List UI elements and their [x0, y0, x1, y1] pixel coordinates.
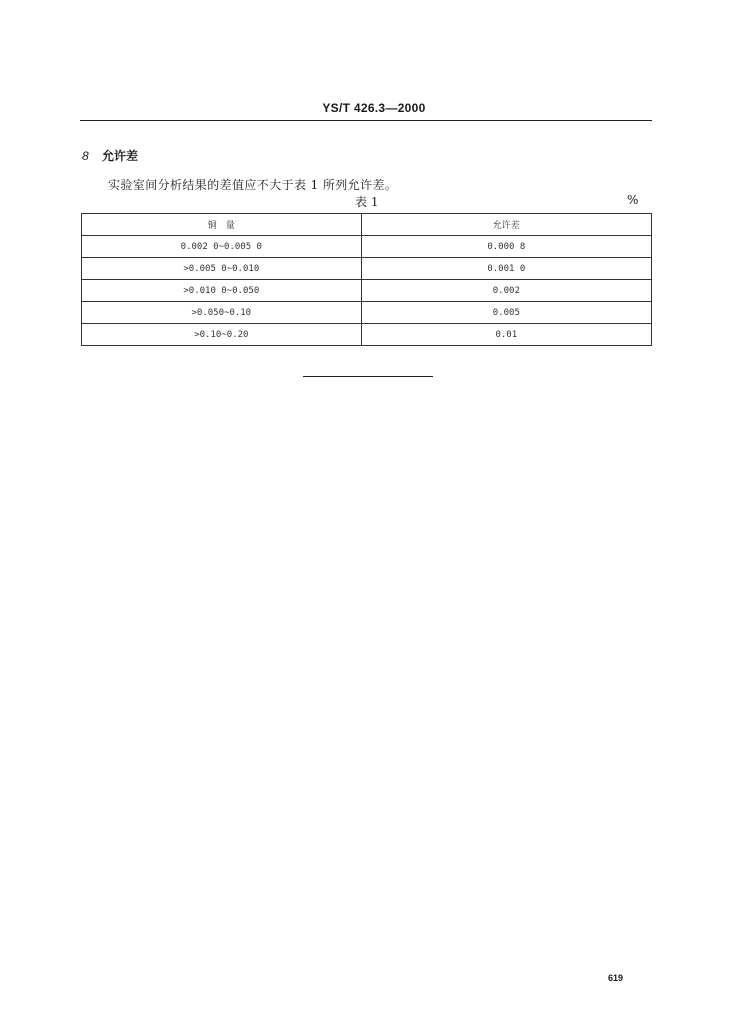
tolerance-cell: 0.002 [361, 280, 651, 302]
table-row [82, 324, 652, 346]
tolerance-cell: 0.01 [361, 324, 651, 346]
tolerance-cell: 0.001 0 [361, 258, 651, 280]
table-row [82, 236, 652, 258]
table-header-row [82, 214, 652, 236]
copper-content-cell: 0.002 0~0.005 0 [82, 236, 362, 258]
copper-content-cell: >0.10~0.20 [82, 324, 362, 346]
end-of-document-rule [303, 376, 433, 377]
tolerance-cell: 0.000 8 [361, 236, 651, 258]
section-number: 8 [82, 149, 89, 163]
table-unit: % [627, 193, 639, 207]
copper-content-cell: >0.050~0.10 [82, 302, 362, 324]
table-row [82, 280, 652, 302]
body-paragraph: 实验室间分析结果的差值应不大于表 1 所列允许差。 [108, 178, 398, 192]
section-heading [82, 147, 138, 164]
copper-content-cell: >0.005 0~0.010 [82, 258, 362, 280]
tolerance-cell: 0.005 [361, 302, 651, 324]
table-row [82, 302, 652, 324]
document-code: YS/T 426.3—2000 [322, 101, 426, 115]
table-caption: 表 1 [355, 195, 379, 209]
table-row [82, 258, 652, 280]
header-rule [80, 120, 652, 121]
header-copper-content: 铜 量 [82, 214, 362, 236]
page-number: 619 [608, 973, 624, 983]
section-title: 允许差 [102, 149, 139, 163]
tolerance-table [81, 213, 652, 346]
copper-content-cell: >0.010 0~0.050 [82, 280, 362, 302]
header-tolerance: 允许差 [361, 214, 651, 236]
